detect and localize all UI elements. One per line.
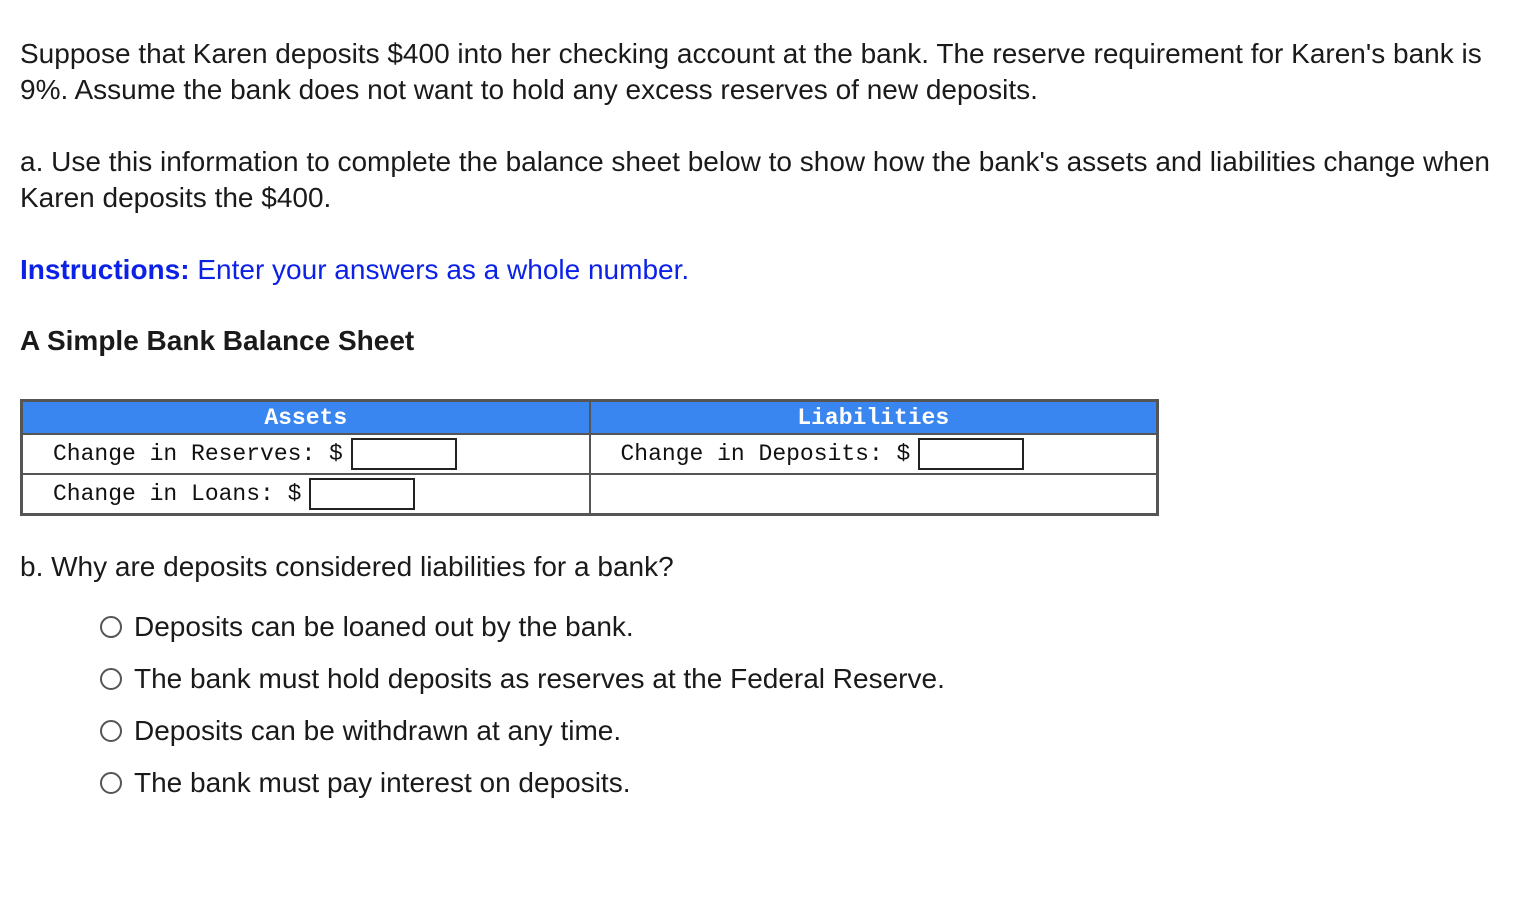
radio-button[interactable] bbox=[100, 720, 122, 742]
instructions bbox=[20, 252, 1496, 288]
answer-option-label[interactable]: Deposits can be loaned out by the bank. bbox=[134, 611, 634, 642]
loans-cell bbox=[22, 474, 590, 515]
radio-button[interactable] bbox=[100, 668, 122, 690]
answer-option[interactable] bbox=[100, 757, 1496, 809]
answer-option[interactable] bbox=[100, 653, 1496, 705]
deposits-input[interactable] bbox=[918, 438, 1024, 470]
radio-button[interactable] bbox=[100, 616, 122, 638]
question-content bbox=[20, 36, 1496, 809]
deposits-label: Change in Deposits: $ bbox=[620, 441, 911, 468]
liabilities-header: Liabilities bbox=[590, 401, 1158, 435]
instructions-text: Enter your answers as a whole number. bbox=[189, 254, 690, 285]
radio-button[interactable] bbox=[100, 772, 122, 794]
balance-sheet-row bbox=[22, 474, 1158, 515]
answer-option-label[interactable]: The bank must pay interest on deposits. bbox=[134, 767, 631, 798]
answer-options bbox=[20, 601, 1496, 809]
assets-header: Assets bbox=[22, 401, 590, 435]
loans-input[interactable] bbox=[309, 478, 415, 510]
empty-liabilities-cell bbox=[590, 474, 1158, 515]
deposits-cell bbox=[590, 434, 1158, 474]
loans-label: Change in Loans: $ bbox=[53, 481, 302, 508]
answer-option-label[interactable]: The bank must hold deposits as reserves at the Federal Reserve. bbox=[134, 663, 945, 694]
reserves-label: Change in Reserves: $ bbox=[53, 441, 343, 468]
part-b-prompt: b. Why are deposits considered liabilities for a bank? bbox=[20, 551, 674, 582]
answer-option[interactable] bbox=[100, 601, 1496, 653]
balance-sheet-header-row bbox=[22, 401, 1158, 435]
balance-sheet-title: A Simple Bank Balance Sheet bbox=[20, 325, 415, 356]
reserves-input[interactable] bbox=[351, 438, 457, 470]
balance-sheet-row bbox=[22, 434, 1158, 474]
question-intro: Suppose that Karen deposits $400 into her checking account at the bank. The reserve requirement for Karen's bank is 9%. Assume the bank does not want to hold any excess reserves of new deposits. bbox=[20, 38, 1482, 105]
answer-option-label[interactable]: Deposits can be withdrawn at any time. bbox=[134, 715, 622, 746]
part-a-prompt: a. Use this information to complete the balance sheet below to show how the bank's assets and liabilities change when Karen deposits the $400. bbox=[20, 146, 1490, 213]
reserves-cell bbox=[22, 434, 590, 474]
instructions-lead: Instructions: bbox=[20, 254, 190, 285]
answer-option[interactable] bbox=[100, 705, 1496, 757]
balance-sheet-table bbox=[20, 399, 1159, 516]
